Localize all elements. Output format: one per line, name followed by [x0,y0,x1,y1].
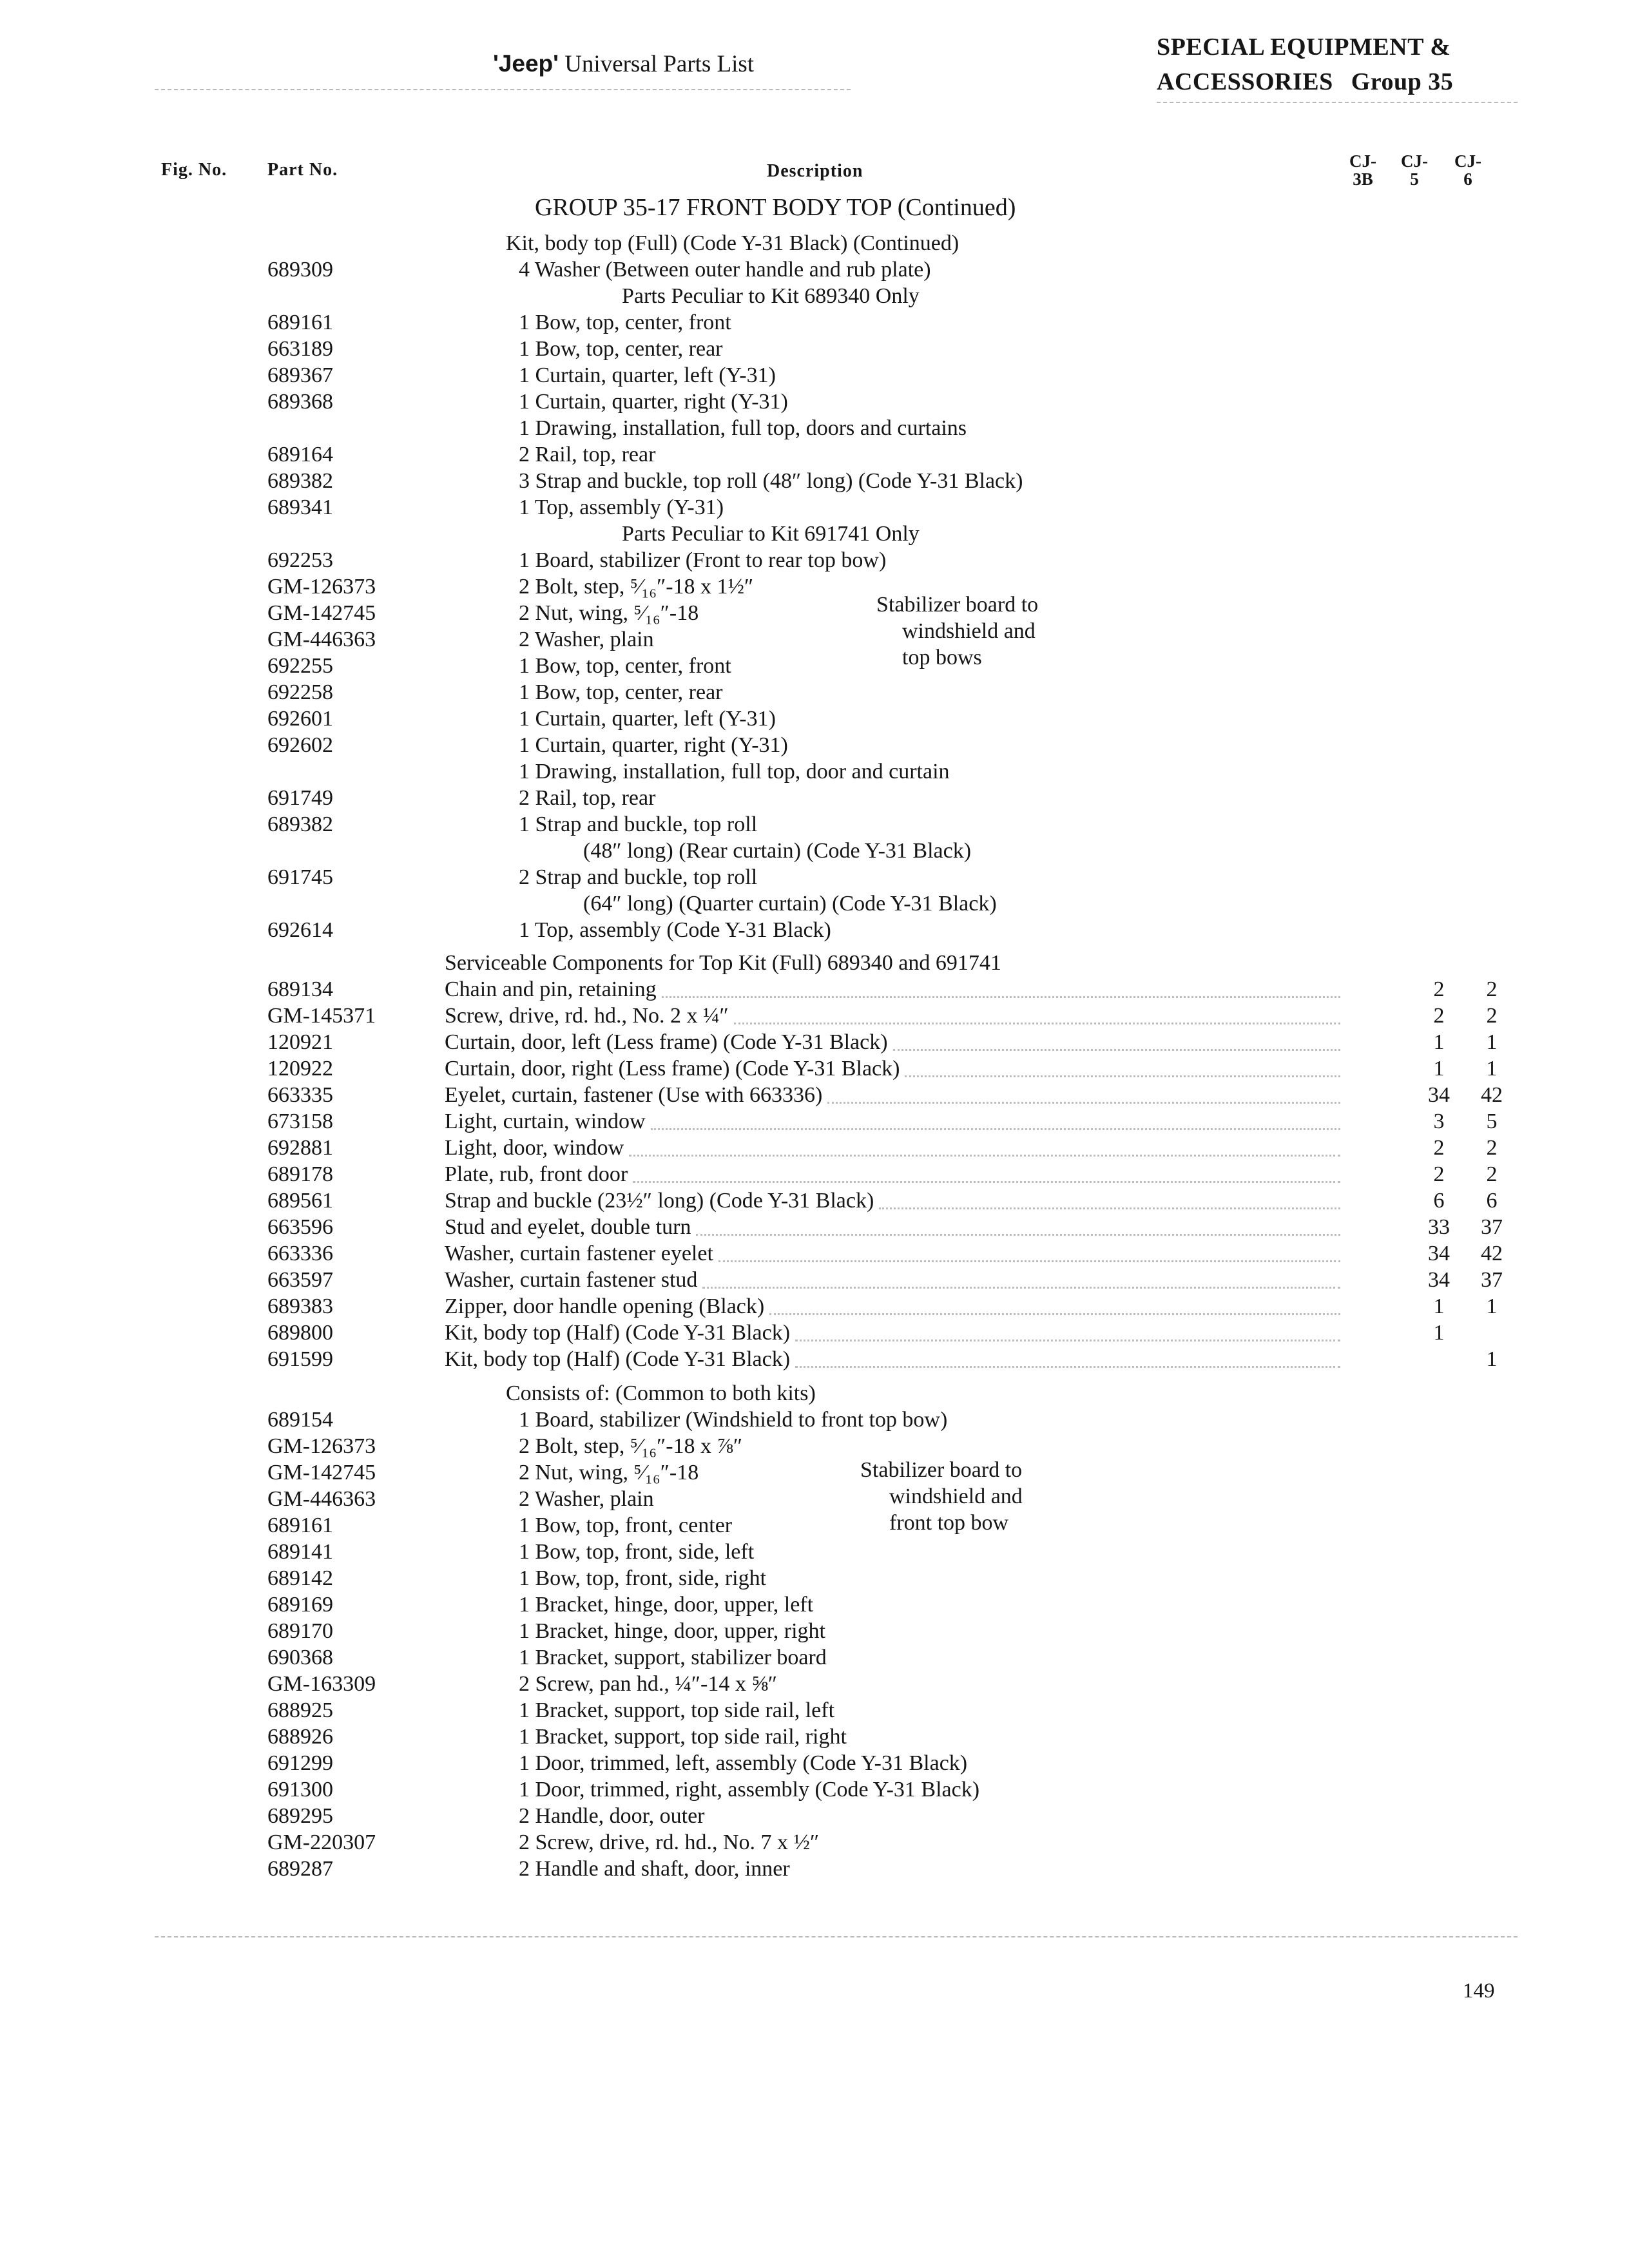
part-no-header: Part No. [267,160,338,180]
leader-dots [696,1207,1340,1236]
qty-cj5: 37 [1481,1215,1503,1239]
part-description: 2 Rail, top, rear [519,786,656,810]
part-description: Kit, body top (Full) (Code Y-31 Black) (Continued) [506,231,959,255]
part-number: 120921 [267,1030,333,1054]
table-row [0,626,1629,653]
qty-cj5: 1 [1486,1030,1498,1054]
part-description: 1 Bracket, support, stabilizer board [519,1646,827,1669]
part-number: 689561 [267,1189,333,1213]
page-number: 149 [1463,1979,1495,2003]
bracket-note-2-line-1: Stabilizer board to [860,1458,1023,1482]
table-row [0,309,1629,336]
leader-dots [795,1340,1340,1368]
part-number: 691299 [267,1751,333,1775]
part-number: 673158 [267,1110,333,1133]
leader-dots [651,1102,1340,1130]
table-row [0,389,1629,415]
table-row [0,1618,1629,1644]
part-description: Consists of: (Common to both kits) [506,1381,816,1405]
part-number: 691745 [267,865,333,889]
table-row [0,1433,1629,1459]
qty-cj5: 2 [1486,1004,1498,1028]
part-description: 1 Curtain, quarter, right (Y-31) [519,390,788,414]
qty-cj3b: 3 [1433,1110,1445,1133]
qty-cj3b: 2 [1433,1162,1445,1186]
part-description: Serviceable Components for Top Kit (Full) 689340 and 691741 [445,951,1001,975]
table-row [0,1724,1629,1750]
leader-dots [662,970,1340,998]
part-description: 2 Handle, door, outer [519,1804,705,1828]
table-row [0,1407,1629,1433]
qty-cj3b: 1 [1433,1030,1445,1054]
part-description: Kit, body top (Half) (Code Y-31 Black) [445,1347,791,1371]
description-header: Description [767,161,863,181]
part-description: 1 Door, trimmed, left, assembly (Code Y-31 Black) [519,1751,968,1775]
table-row [0,706,1629,732]
qty-cj5: 42 [1481,1083,1503,1107]
part-number: 689161 [267,1514,333,1537]
part-description: Curtain, door, right (Less frame) (Code Y-31 Black) [445,1057,900,1081]
part-description: 1 Bracket, hinge, door, upper, right [519,1619,825,1643]
table-row [0,521,1629,547]
part-description: 1 Bow, top, front, side, right [519,1566,767,1590]
table-row [0,283,1629,309]
part-number: 689382 [267,469,333,493]
part-description: 2 Handle and shaft, door, inner [519,1857,790,1881]
part-description: 2 Bolt, step, ⁵⁄₁₆″-18 x 1½″ [519,575,754,599]
bracket-note-1-line-3: top bows [902,646,982,669]
part-number: 689800 [267,1321,333,1345]
part-number: 663336 [267,1242,333,1265]
fig-no-header: Fig. No. [161,160,227,180]
table-row [0,415,1629,441]
part-description: 4 Washer (Between outer handle and rub plate) [519,258,931,282]
part-description: 1 Drawing, installation, full top, door and curtain [519,760,950,783]
qty-cj3b: 34 [1428,1242,1450,1265]
part-number: 663189 [267,337,333,361]
part-number: 689154 [267,1408,333,1432]
qty-cj3b: 1 [1433,1057,1445,1081]
qty-cj5: 1 [1486,1294,1498,1318]
part-number: 689367 [267,363,333,387]
leader-dots [734,996,1340,1024]
part-number: 688925 [267,1698,333,1722]
part-description: 2 Nut, wing, ⁵⁄₁₆″-18 [519,601,699,625]
leader-dots [795,1313,1340,1341]
qty-cj5: 2 [1486,1136,1498,1160]
part-number: 689161 [267,311,333,334]
part-number: 692601 [267,707,333,731]
table-row [0,1565,1629,1591]
table-row [0,441,1629,468]
bracket-note-2-line-2: windshield and [889,1485,1023,1508]
table-row [0,1459,1629,1486]
part-number: 689368 [267,390,333,414]
part-description: Plate, rub, front door [445,1162,628,1186]
qty-cj3b: 2 [1433,1004,1445,1028]
table-row [0,600,1629,626]
part-description: Stud and eyelet, double turn [445,1215,691,1239]
part-number: GM-446363 [267,628,376,651]
part-description: Chain and pin, retaining [445,977,657,1001]
table-row [0,732,1629,758]
part-description: 2 Nut, wing, ⁵⁄₁₆″-18 [519,1461,699,1485]
table-row [0,1803,1629,1829]
table-row [0,1512,1629,1539]
part-number: 689287 [267,1857,333,1881]
qty-cj5: 42 [1481,1242,1503,1265]
table-row [0,679,1629,706]
cj3b-header: CJ- 3B [1349,151,1376,189]
table-row [0,653,1629,679]
part-description: 1 Bow, top, front, side, left [519,1540,755,1564]
leader-dots [633,1155,1340,1183]
section-name: ACCESSORIES [1157,68,1333,95]
leader-dots [702,1260,1340,1289]
part-description: 1 Bow, top, center, front [519,654,731,678]
table-row [0,1003,1629,1029]
table-row [0,1539,1629,1565]
part-description: Washer, curtain fastener stud [445,1268,698,1292]
qty-cj3b: 34 [1428,1083,1450,1107]
group-title: GROUP 35-17 FRONT BODY TOP (Continued) [535,194,1016,221]
part-description: 2 Screw, pan hd., ¼″-14 x ⅝″ [519,1672,777,1696]
part-description: Zipper, door handle opening (Black) [445,1294,765,1318]
bracket-note-2-line-3: front top bow [889,1511,1009,1535]
part-description: 1 Bracket, hinge, door, upper, left [519,1593,814,1617]
table-row [0,1829,1629,1856]
group-label: Group 35 [1351,68,1454,95]
table-row [0,1776,1629,1803]
qty-cj5: 37 [1481,1268,1503,1292]
part-number: 689142 [267,1566,333,1590]
table-row [0,336,1629,362]
qty-cj5: 6 [1486,1189,1498,1213]
table-row [0,785,1629,811]
part-number: 692255 [267,654,333,678]
part-number: 689178 [267,1162,333,1186]
part-description: Parts Peculiar to Kit 689340 Only [622,284,920,308]
part-number: 689134 [267,977,333,1001]
part-number: 691300 [267,1778,333,1802]
table-row [0,917,1629,943]
bracket-note-1b [902,618,1036,671]
part-description: (48″ long) (Rear curtain) (Code Y-31 Black) [583,839,972,863]
table-row [0,468,1629,494]
table-row [0,1671,1629,1697]
part-number: 692253 [267,548,333,572]
part-description: 2 Washer, plain [519,628,654,651]
leader-dots [905,1049,1340,1077]
part-number: 663597 [267,1268,333,1292]
leader-dots [827,1075,1340,1104]
table-row [0,1346,1629,1372]
qty-cj5: 1 [1486,1347,1498,1371]
qty-cj3b: 33 [1428,1215,1450,1239]
part-number: 692602 [267,733,333,757]
part-number: 689169 [267,1593,333,1617]
qty-cj3b: 2 [1433,1136,1445,1160]
part-description: 1 Strap and buckle, top roll [519,812,758,836]
table-row [0,1856,1629,1882]
part-description: 3 Strap and buckle, top roll (48″ long) (Code Y-31 Black) [519,469,1023,493]
leader-dots [629,1128,1340,1157]
table-row [0,1055,1629,1082]
part-description: 1 Bow, top, center, front [519,311,731,334]
leader-dots [879,1181,1340,1209]
part-description: Washer, curtain fastener eyelet [445,1242,713,1265]
part-description: Kit, body top (Half) (Code Y-31 Black) [445,1321,791,1345]
bracket-note-1 [876,591,1038,618]
part-description: Eyelet, curtain, fastener (Use with 663336) [445,1083,823,1107]
part-description: 2 Rail, top, rear [519,443,656,466]
part-number: GM-145371 [267,1004,376,1028]
part-number: GM-220307 [267,1831,376,1854]
bracket-note-1-line-2: windshield and [902,619,1036,643]
bracket-note-2b [889,1483,1023,1536]
table-row [0,1591,1629,1618]
table-row [0,1486,1629,1512]
part-description: Curtain, door, left (Less frame) (Code Y-31 Black) [445,1030,888,1054]
part-number: 691599 [267,1347,333,1371]
part-description: 1 Bow, top, front, center [519,1514,733,1537]
bracket-note-1-line-1: Stabilizer board to [876,593,1039,617]
part-description: 1 Bow, top, center, rear [519,337,723,361]
qty-cj5: 2 [1486,977,1498,1001]
qty-cj3b: 1 [1433,1321,1445,1345]
part-description: 1 Curtain, quarter, right (Y-31) [519,733,788,757]
table-row [0,1380,1629,1407]
part-description: (64″ long) (Quarter curtain) (Code Y-31 Black) [583,892,997,916]
part-number: 689382 [267,812,333,836]
table-row [0,494,1629,521]
table-row [0,1750,1629,1776]
qty-cj5: 5 [1486,1110,1498,1133]
table-row [0,547,1629,573]
cj5-header: CJ- 5 [1401,151,1428,189]
part-number: GM-446363 [267,1487,376,1511]
qty-cj3b: 1 [1433,1294,1445,1318]
part-number: 688926 [267,1725,333,1749]
part-description: 1 Bracket, support, top side rail, left [519,1698,835,1722]
part-description: 1 Curtain, quarter, left (Y-31) [519,707,776,731]
qty-cj3b: 2 [1433,977,1445,1001]
part-description: 2 Strap and buckle, top roll [519,865,758,889]
part-number: 689295 [267,1804,333,1828]
part-description: 1 Curtain, quarter, left (Y-31) [519,363,776,387]
table-row [0,890,1629,917]
part-number: 690368 [267,1646,333,1669]
part-description: 1 Drawing, installation, full top, doors and curtains [519,416,967,440]
part-number: 689141 [267,1540,333,1564]
section-line-1: SPECIAL EQUIPMENT & [1157,34,1451,61]
part-description: Strap and buckle (23½″ long) (Code Y-31 Black) [445,1189,874,1213]
part-number: GM-142745 [267,1461,376,1485]
part-number: 692881 [267,1136,333,1160]
qty-cj5: 2 [1486,1162,1498,1186]
table-row [0,758,1629,785]
part-description: Light, curtain, window [445,1110,646,1133]
brand-name: 'Jeep' [493,50,559,77]
table-row [0,864,1629,890]
footer-rule [155,1936,1518,1937]
qty-cj3b: 34 [1428,1268,1450,1292]
table-row [0,1161,1629,1187]
part-description: Screw, drive, rd. hd., No. 2 x ¼″ [445,1004,729,1028]
table-row [0,1644,1629,1671]
part-number: GM-126373 [267,575,376,599]
part-description: 1 Door, trimmed, right, assembly (Code Y-31 Black) [519,1778,980,1802]
table-row [0,1029,1629,1055]
part-number: 691749 [267,786,333,810]
table-row [0,256,1629,283]
part-description: Parts Peculiar to Kit 691741 Only [622,522,920,546]
cj6-header: CJ- 6 [1454,151,1481,189]
leader-dots [718,1234,1340,1262]
part-description: 1 Top, assembly (Code Y-31 Black) [519,918,831,942]
part-description: Light, door, window [445,1136,624,1160]
part-description: 1 Top, assembly (Y-31) [519,495,724,519]
list-title: Universal Parts List [564,51,755,77]
part-description: 2 Washer, plain [519,1487,654,1511]
table-row [0,838,1629,864]
part-number: 663335 [267,1083,333,1107]
part-number: 120922 [267,1057,333,1081]
part-number: 689383 [267,1294,333,1318]
leader-dots [893,1023,1340,1051]
bracket-note-2 [860,1457,1022,1483]
qty-cj5: 1 [1486,1057,1498,1081]
part-number: 689341 [267,495,333,519]
part-description: 1 Board, stabilizer (Windshield to front top bow) [519,1408,948,1432]
part-description: 2 Screw, drive, rd. hd., No. 7 x ½″ [519,1831,820,1854]
table-row [0,1697,1629,1724]
leader-dots [769,1287,1340,1315]
part-number: GM-142745 [267,601,376,625]
qty-cj3b: 6 [1433,1189,1445,1213]
part-number: 692258 [267,680,333,704]
part-number: 663596 [267,1215,333,1239]
part-description: 2 Bolt, step, ⁵⁄₁₆″-18 x ⅞″ [519,1434,743,1458]
part-number: GM-163309 [267,1672,376,1696]
part-number: 689309 [267,258,333,282]
table-row [0,362,1629,389]
part-number: GM-126373 [267,1434,376,1458]
part-number: 689164 [267,443,333,466]
table-row [0,573,1629,600]
table-row [0,230,1629,256]
part-number: 692614 [267,918,333,942]
part-description: 1 Bracket, support, top side rail, right [519,1725,847,1749]
part-description: 1 Board, stabilizer (Front to rear top bow) [519,548,887,572]
part-number: 689170 [267,1619,333,1643]
part-description: 1 Bow, top, center, rear [519,680,723,704]
table-row [0,811,1629,838]
